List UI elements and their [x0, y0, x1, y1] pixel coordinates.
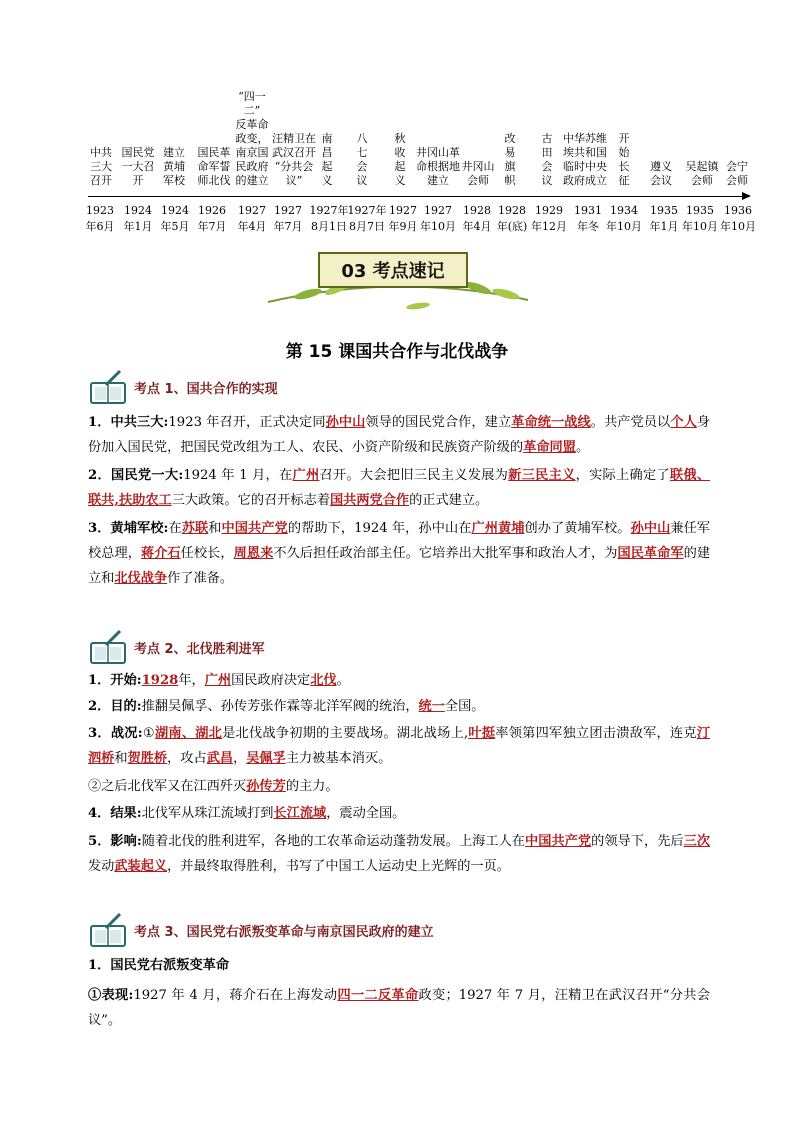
kp1-title: 考点 1、国共合作的实现 — [134, 381, 278, 397]
keyword: 北伐 — [310, 673, 337, 688]
keyword: 广州 — [204, 673, 232, 688]
text: 推翻吴佩孚、孙传芳张作霖等北洋军阀的统治， — [141, 699, 419, 714]
keyword: 个人 — [670, 415, 697, 430]
text: 和 — [208, 521, 222, 536]
keyword: 中国共产党 — [525, 834, 592, 849]
timeline-event: 遵义 会议 — [650, 160, 672, 187]
text: 是北伐战争初期的主要战场。湖北战场上, — [222, 726, 469, 741]
timeline-date: 1935 年1月 — [649, 204, 679, 233]
timeline-event: 国民党 一大召 开 — [121, 146, 155, 187]
timeline-event: 吴起镇 会师 — [685, 160, 719, 187]
timeline-event: 秋 收 起 义 — [394, 132, 406, 187]
kp1-header — [88, 367, 278, 407]
timeline-date: 1935 年10月 — [682, 204, 718, 233]
text: 的领导下，先后 — [591, 834, 684, 849]
term-label: 1．中共三大: — [88, 415, 169, 430]
text: ① — [142, 726, 155, 741]
timeline-event: 南 昌 起 义 — [321, 132, 333, 187]
timeline-event: 会宁 会师 — [726, 160, 748, 187]
timeline-date: 1923 年6月 — [85, 204, 115, 233]
text: 不久后担任政治部主任。它培养出大批军事和政治人才，为 — [273, 546, 618, 561]
timeline-event: 改 易 旗 帜 — [504, 132, 516, 187]
keyword: 贺胜桥 — [127, 751, 168, 766]
text: 全国。 — [444, 699, 485, 714]
timeline-date: 1924 年1月 — [123, 204, 153, 233]
kp2-title: 考点 2、北伐胜利进军 — [134, 641, 265, 657]
text: 随着北伐的胜利进军，各地的工农革命运动蓬勃发展。上海工人在 — [141, 834, 526, 849]
text: 三大政策。它的召开标志着 — [171, 493, 330, 508]
term-label: 1．开始: — [88, 673, 142, 688]
text: 的帮助下，1924 年，孙中山在 — [287, 521, 472, 536]
timeline-date: 1928 年(底) — [496, 204, 528, 233]
timeline-arrow-icon — [742, 192, 751, 200]
term-label: 2．国民党一大: — [88, 468, 184, 483]
term-label: 2．目的: — [88, 699, 142, 714]
timeline-event: 中共 三大 召开 — [90, 146, 112, 187]
text: 。 — [575, 440, 590, 455]
text: 召开。大会把旧三民主义发展为 — [319, 468, 509, 483]
keyword: 湖南、湖北 — [154, 726, 223, 741]
timeline-event: 井冈山 会师 — [461, 160, 495, 187]
keyword: 武装起义 — [114, 859, 168, 874]
text: 率领第四军独立团击溃敌军，连克 — [495, 726, 697, 741]
timeline-event: 汪精卫在 武汉召开 “分共会 议” — [272, 132, 316, 187]
kp3-title: 考点 3、国民党右派叛变革命与南京国民政府的建立 — [134, 924, 434, 940]
text: 的正式建立。 — [409, 493, 489, 508]
book-pencil-icon — [88, 369, 128, 405]
text: ，震动全国。 — [326, 806, 406, 821]
kp3-header — [88, 910, 434, 950]
timeline-date: 1924 年5月 — [160, 204, 190, 233]
kp1-paragraph-3 — [88, 516, 710, 591]
timeline-date: 1927 年7月 — [273, 204, 303, 233]
keyword: 孙中山 — [630, 521, 671, 536]
kp1-paragraph-1 — [88, 410, 710, 460]
timeline-event: “四一二” 反革命 政变， 南京国 民政府 的建立 — [235, 90, 269, 187]
timeline-date: 1934 年10月 — [606, 204, 642, 233]
text: 。共产党员以 — [590, 415, 671, 430]
text: 年， — [178, 673, 205, 688]
timeline-date: 1927 年4月 — [237, 204, 267, 233]
kp2-paragraph-6 — [88, 829, 710, 879]
keyword: 汀泗桥 — [88, 726, 711, 766]
keyword: 四一二反革命 — [337, 988, 419, 1003]
timeline-event: 国民革 命军誓 师北伐 — [197, 146, 231, 187]
keyword: 联俄、联共,扶助农工 — [88, 468, 711, 508]
keyword: 新三民主义 — [508, 468, 576, 483]
keyword: 孙中山 — [325, 415, 366, 430]
timeline-event: 井冈山革 命根据地 建立 — [416, 146, 460, 187]
term-label: 5．影响: — [88, 834, 142, 849]
timeline-event: 开 始 长 征 — [618, 132, 630, 187]
kp2-paragraph-3 — [88, 721, 710, 771]
timeline-axis — [88, 196, 744, 197]
kp2-paragraph-5 — [88, 801, 710, 826]
kp2-paragraph-2 — [88, 694, 710, 719]
keyword: 苏联 — [181, 521, 209, 536]
keyword: 中国共产党 — [221, 521, 288, 536]
text: ， — [233, 751, 247, 766]
text: 。 — [336, 673, 350, 688]
keyword: 北伐战争 — [114, 571, 168, 586]
text: 在 — [168, 521, 182, 536]
keyword: 蒋介石 — [140, 546, 181, 561]
keyword: 叶挺 — [468, 726, 496, 741]
term-label: 3．战况: — [88, 726, 143, 741]
timeline-events — [0, 0, 794, 190]
section-badge: 03 考点速记 — [318, 252, 468, 288]
text: 主力被基本消灭。 — [285, 751, 392, 766]
timeline-date: 1931 年冬 — [574, 204, 602, 233]
text: 作了准备。 — [167, 571, 234, 586]
timeline-date: 1927 年10月 — [420, 204, 456, 233]
term-label: 3．黄埔军校: — [88, 521, 169, 536]
keyword: 革命统一战线 — [511, 415, 591, 430]
keyword: 国民革命军 — [617, 546, 684, 561]
timeline-date: 1927年 8月1日 — [309, 204, 349, 233]
text: 发动 — [88, 859, 115, 874]
text: ，攻占 — [167, 751, 207, 766]
text: 1927 年 4 月，蒋介石在上海发动 — [133, 988, 338, 1003]
timeline-date: 1928 年4月 — [462, 204, 492, 233]
text: 国民政府决定 — [231, 673, 311, 688]
subheading-text: 1．国民党右派叛变革命 — [88, 958, 230, 973]
text: 北伐军从珠江流域打到 — [141, 806, 274, 821]
kp3-subheading — [88, 953, 710, 978]
keyword: 周恩来 — [233, 546, 274, 561]
timeline-event: 古 田 会 议 — [541, 132, 553, 187]
keyword: 1928 — [141, 673, 179, 688]
text: 创办了黄埔军校。 — [524, 521, 631, 536]
kp2-header — [88, 627, 265, 667]
text: ，并最终取得胜利，书写了中国工人运动史上光辉的一页。 — [167, 859, 510, 874]
keyword: 广州黄埔 — [471, 521, 525, 536]
kp2-paragraph-4 — [88, 774, 710, 799]
keyword: 武昌 — [206, 751, 234, 766]
keyword: 国共两党合作 — [329, 493, 410, 508]
text: 领导的国民党合作，建立 — [365, 415, 512, 430]
book-pencil-icon — [88, 912, 128, 948]
kp3-paragraph-1 — [88, 983, 710, 1033]
text: 1924 年 1 月，在 — [183, 468, 293, 483]
term-label: 4．结果: — [88, 806, 142, 821]
text: ②之后北伐军又在江西歼灭 — [88, 779, 247, 794]
text: 身份加入国民党，把国民党改组为工人、农民、小资产阶级和民族资产阶级的 — [88, 415, 711, 455]
text: 1923 年召开，正式决定同 — [168, 415, 326, 430]
text: 政变；1927 年 7 月，汪精卫在武汉召开“分共会议”。 — [88, 988, 711, 1028]
keyword: 革命同盟 — [523, 440, 576, 455]
timeline-event: 八 七 会 议 — [356, 132, 368, 187]
timeline-date: 1936 年10月 — [720, 204, 756, 233]
text: 和 — [114, 751, 128, 766]
keyword: 统一 — [418, 699, 445, 714]
term-label: ①表现: — [88, 988, 134, 1003]
kp2-paragraph-1 — [88, 668, 710, 693]
text: 任校长， — [180, 546, 234, 561]
timeline-event: 中华苏维 埃共和国 临时中央 政府成立 — [563, 132, 607, 187]
text: ，实际上确定了 — [575, 468, 670, 483]
book-pencil-icon — [88, 629, 128, 665]
text: 兼任军校总理， — [88, 521, 711, 561]
keyword: 吴佩孚 — [246, 751, 286, 766]
keyword: 孙传芳 — [246, 779, 286, 794]
keyword: 三次 — [683, 834, 711, 849]
timeline-event: 建立 黄埔 军校 — [163, 146, 185, 187]
page-title: 第 15 课国共合作与北伐战争 — [285, 342, 509, 362]
keyword: 长江流域 — [273, 806, 327, 821]
timeline-date: 1927年 8月7日 — [347, 204, 387, 233]
timeline-date: 1927 年9月 — [388, 204, 418, 233]
timeline-date: 1929 年12月 — [531, 204, 567, 233]
keyword: 广州 — [292, 468, 320, 483]
kp1-paragraph-2 — [88, 463, 710, 513]
timeline-date: 1926 年7月 — [197, 204, 227, 233]
text: 的建立和 — [88, 546, 711, 586]
text: 的主力。 — [285, 779, 339, 794]
